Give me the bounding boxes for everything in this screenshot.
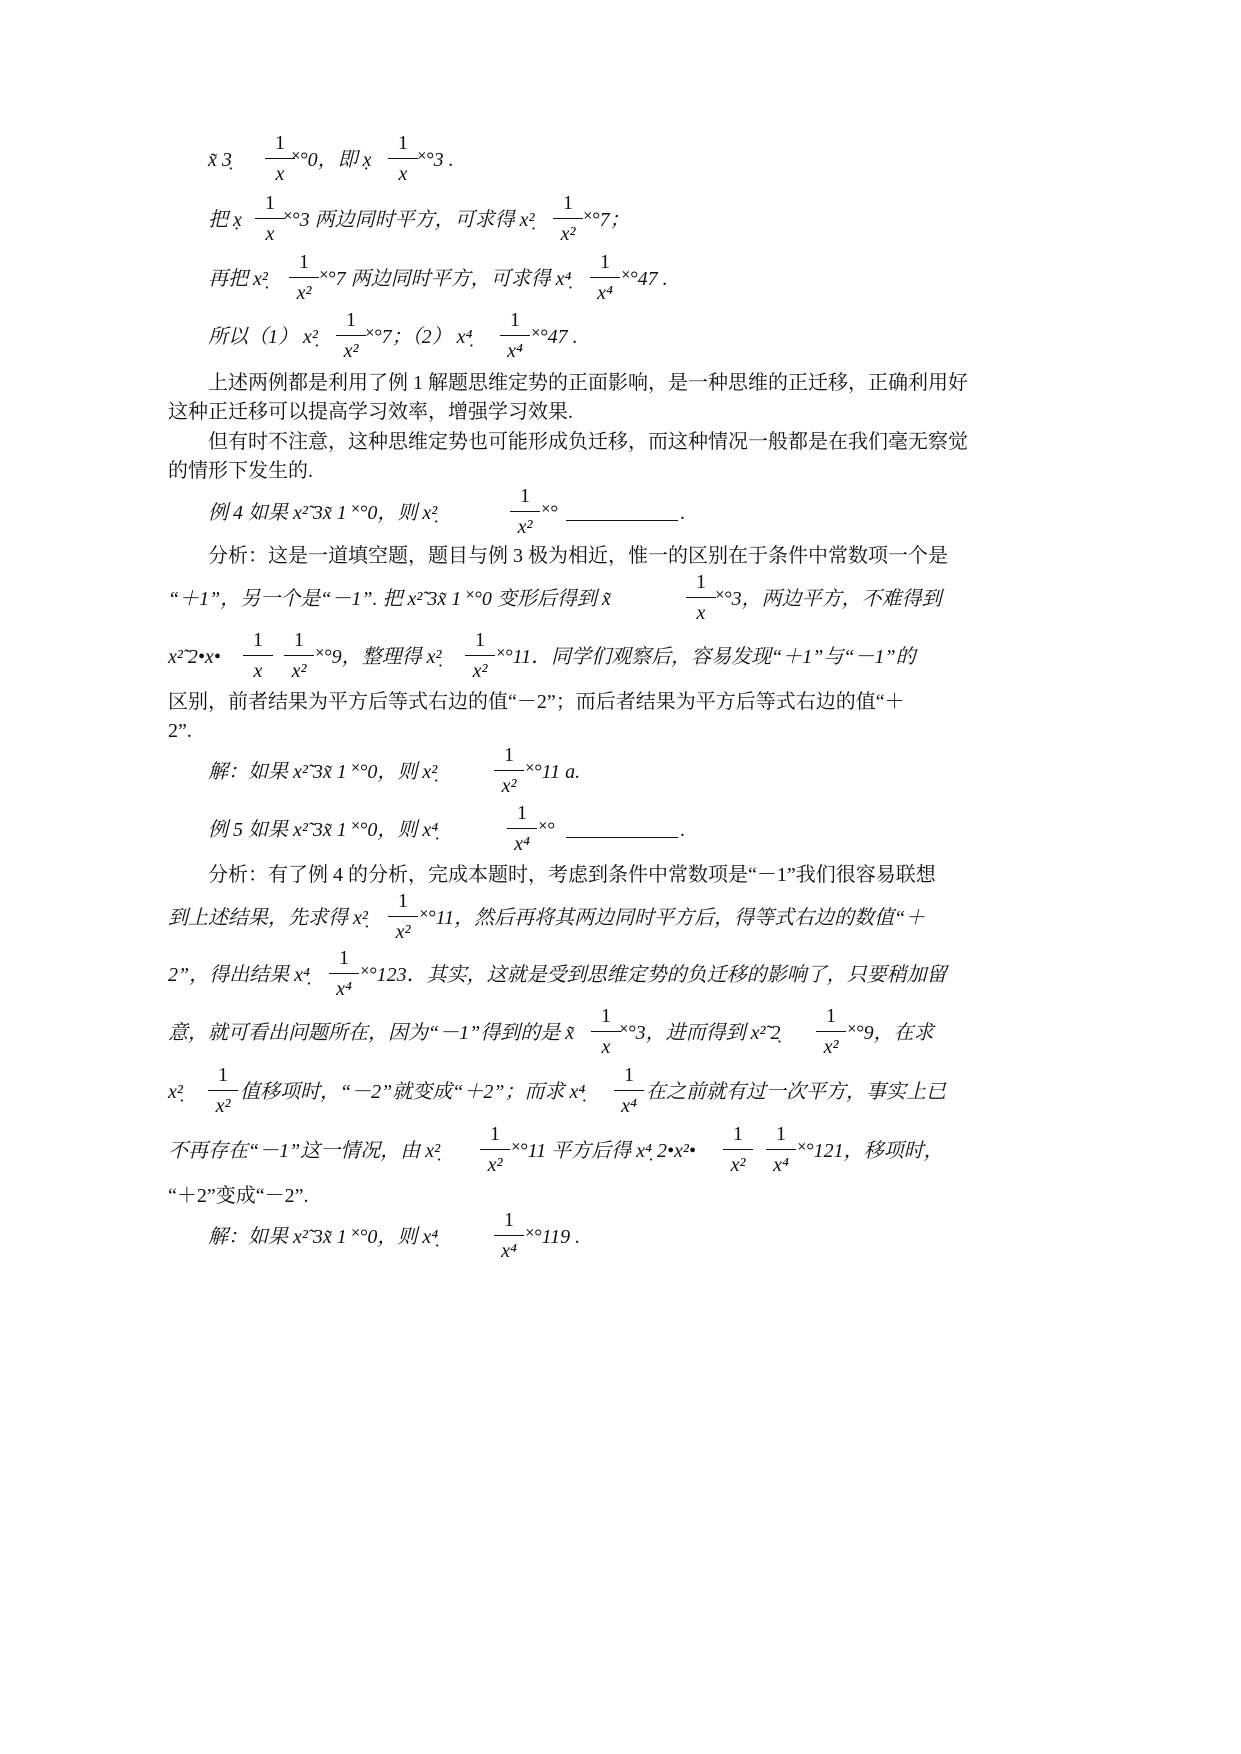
numerator: 1: [398, 132, 408, 154]
math-text: ˟°3，两边平方，不难得到: [716, 588, 942, 610]
math-text: ˟°47 .: [622, 268, 668, 290]
math-text: ˟°11 a.: [526, 761, 581, 783]
numerator: 1: [517, 802, 527, 824]
math-text: ˟°11，然后再将其两边同时平方后，得等式右边的数值“＋: [420, 907, 926, 929]
denominator: x²: [472, 660, 488, 682]
math-text: x²̣: [168, 1081, 183, 1103]
paragraph-line: 分析：这是一道填空题，题目与例 3 极为相近，惟一的区别在于条件中常数项一个是: [208, 545, 948, 567]
fraction: [265, 131, 295, 186]
fraction: [494, 1208, 524, 1263]
denominator: x⁴: [597, 282, 613, 304]
math-text: 解：如果 x²̃ 3x̃ 1 ˟°0，则 x²̣: [208, 761, 438, 783]
math-text: ˟°3 两边同时平方，可求得 x²̣: [284, 209, 535, 231]
fraction: [465, 628, 495, 683]
math-text: 意，就可看出问题所在，因为“－1”得到的是 x̃: [168, 1022, 575, 1044]
numerator: 1: [510, 309, 520, 331]
fraction: [766, 1122, 796, 1177]
fraction: [388, 131, 418, 186]
math-text: 所以（1） x²̣: [208, 326, 318, 348]
answer-blank[interactable]: [566, 819, 678, 838]
fraction: [591, 1004, 621, 1059]
fraction: [553, 191, 583, 246]
numerator: 1: [265, 192, 275, 214]
numerator: 1: [504, 1209, 514, 1231]
numerator: 1: [346, 309, 356, 331]
denominator: x⁴: [621, 1095, 637, 1117]
math-text: 不再存在“－1”这一情况，由 x²̣: [168, 1140, 441, 1162]
math-text: ˟°3 .: [418, 149, 454, 171]
numerator: 1: [275, 132, 285, 154]
numerator: 1: [253, 629, 263, 651]
math-text: ˟°121，移项时，: [798, 1140, 944, 1162]
math-text: ˟°11．同学们观察后，容易发现“＋1”与“－1”的: [497, 646, 916, 668]
math-text: x̃ 3̣: [208, 149, 232, 171]
numerator: 1: [294, 629, 304, 651]
denominator: x⁴: [501, 1240, 517, 1262]
numerator: 1: [218, 1064, 228, 1086]
fraction: [500, 308, 530, 363]
fraction: [243, 628, 273, 683]
numerator: 1: [299, 251, 309, 273]
numerator: 1: [398, 890, 408, 912]
numerator: 1: [563, 192, 573, 214]
denominator: x: [253, 660, 263, 682]
math-text: ˟°3，进而得到 x²̃ 2̣: [620, 1022, 781, 1044]
math-text: 再把 x²̣: [208, 268, 268, 290]
fraction: [686, 570, 716, 625]
denominator: x⁴: [514, 833, 530, 855]
answer-blank[interactable]: [566, 502, 678, 521]
numerator: 1: [475, 629, 485, 651]
denominator: x²: [296, 282, 312, 304]
denominator: x²: [395, 921, 411, 943]
numerator: 1: [504, 744, 514, 766]
math-text: ˟°7；（2） x⁴̣: [366, 326, 473, 348]
numerator: 1: [490, 1123, 500, 1145]
numerator: 1: [733, 1123, 743, 1145]
fraction: [284, 628, 314, 683]
fraction: [388, 889, 418, 944]
math-text: ˟°7；: [584, 209, 630, 231]
fraction: [480, 1122, 510, 1177]
denominator: x: [265, 223, 275, 245]
math-text: “＋1”，另一个是“－1”. 把 x²̃ 3x̃ 1 ˟°0 变形后得到 x̃: [168, 588, 611, 610]
numerator: 1: [601, 1005, 611, 1027]
denominator: x²: [730, 1154, 746, 1176]
fraction: [510, 484, 540, 539]
numerator: 1: [600, 251, 610, 273]
math-text: 值移项时，“－2”就变成“＋2”；而求 x⁴̣: [240, 1081, 586, 1103]
denominator: x²: [823, 1036, 839, 1058]
period: .: [680, 819, 685, 841]
fraction: [507, 801, 537, 856]
period: .: [680, 502, 685, 524]
fraction: [816, 1004, 846, 1059]
math-text: x²̃ 2•x•: [168, 646, 221, 668]
math-text: ˟°: [542, 502, 558, 524]
denominator: x: [601, 1036, 611, 1058]
paragraph-line: 2”.: [168, 720, 192, 742]
paragraph-line: 但有时不注意，这种思维定势也可能形成负迁移，而这种情况一般都是在我们毫无察觉: [208, 431, 968, 453]
math-text: ˟°9，整理得 x²̣: [316, 646, 442, 668]
math-text: ˟°9，在求: [848, 1022, 934, 1044]
paragraph-line: 这种正迁移可以提高学习效率，增强学习效果.: [168, 401, 573, 423]
numerator: 1: [339, 947, 349, 969]
numerator: 1: [520, 485, 530, 507]
fraction: [255, 191, 285, 246]
denominator: x²: [517, 516, 533, 538]
denominator: x: [696, 602, 706, 624]
numerator: 1: [826, 1005, 836, 1027]
fraction: [329, 946, 359, 1001]
fraction: [336, 308, 366, 363]
math-text: ˟°0，即 x̣: [292, 149, 372, 171]
math-text: ˟°123．其实，这就是受到思维定势的负迁移的影响了，只要稍加留: [361, 964, 947, 986]
math-text: ˟°: [539, 819, 555, 841]
paragraph-line: 的情形下发生的.: [168, 460, 313, 482]
denominator: x²: [343, 340, 359, 362]
math-text: 例 4 如果 x²̃ 3x̃ 1 ˟°0，则 x²̣: [208, 502, 438, 524]
math-text: ˟°47 .: [532, 326, 578, 348]
math-text: ˟°7 两边同时平方，可求得 x⁴̣: [320, 268, 572, 290]
paragraph-line: “＋2”变成“－2”.: [168, 1185, 309, 1207]
math-text: 把 x̣: [208, 209, 242, 231]
math-text: 2”，得出结果 x⁴̣: [168, 964, 310, 986]
denominator: x²: [501, 775, 517, 797]
numerator: 1: [776, 1123, 786, 1145]
math-text: 例 5 如果 x²̃ 3x̃ 1 ˟°0，则 x⁴̣: [208, 819, 439, 841]
denominator: x: [275, 163, 285, 185]
denominator: x²: [291, 660, 307, 682]
paragraph-line: 分析：有了例 4 的分析，完成本题时，考虑到条件中常数项是“－1”我们很容易联想: [208, 864, 936, 886]
denominator: x²: [560, 223, 576, 245]
denominator: x⁴: [773, 1154, 789, 1176]
fraction: [614, 1063, 644, 1118]
paragraph-line: 上述两例都是利用了例 1 解题思维定势的正面影响，是一种思维的正迁移，正确利用好: [208, 372, 968, 394]
fraction: [723, 1122, 753, 1177]
math-text: ˟°119 .: [526, 1226, 581, 1248]
math-text: ˟°11 平方后得 x⁴̣ 2•x²•: [512, 1140, 696, 1162]
denominator: x⁴: [336, 978, 352, 1000]
denominator: x²: [215, 1095, 231, 1117]
fraction: [494, 743, 524, 798]
math-text: 到上述结果，先求得 x²̣: [168, 907, 368, 929]
fraction: [590, 250, 620, 305]
numerator: 1: [696, 571, 706, 593]
math-text: 解：如果 x²̃ 3x̃ 1 ˟°0，则 x⁴̣: [208, 1226, 439, 1248]
fraction: [289, 250, 319, 305]
denominator: x⁴: [507, 340, 523, 362]
numerator: 1: [624, 1064, 634, 1086]
denominator: x²: [487, 1154, 503, 1176]
fraction: [208, 1063, 238, 1118]
denominator: x: [398, 163, 408, 185]
math-text: 在之前就有过一次平方，事实上已: [646, 1081, 946, 1103]
paragraph-line: 区别，前者结果为平方后等式右边的值“－2”；而后者结果为平方后等式右边的值“＋: [168, 691, 905, 713]
